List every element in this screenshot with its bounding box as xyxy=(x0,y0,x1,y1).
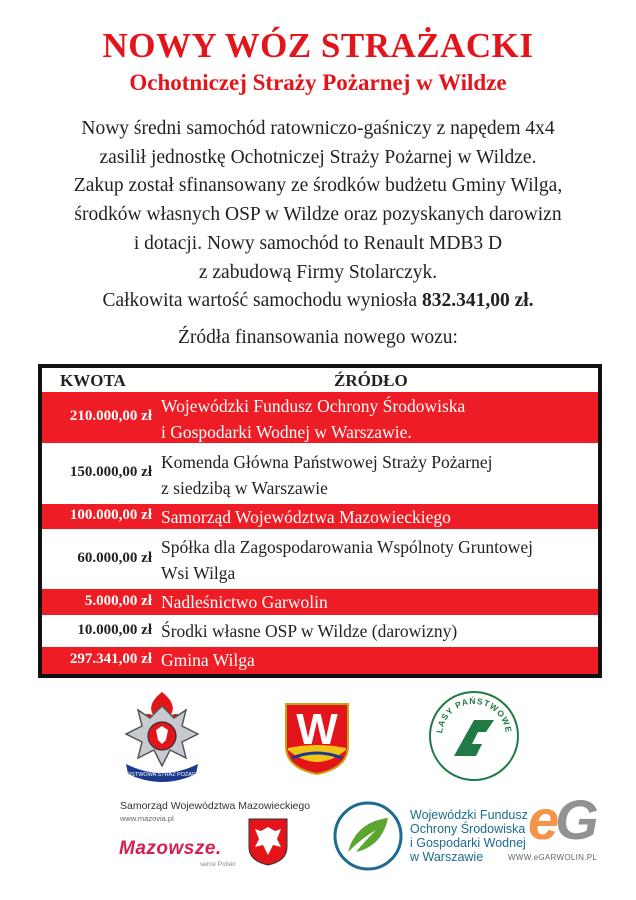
intro-line: Zakup został sfinansowany ze środków budżetu Gminy Wilga, xyxy=(73,175,563,197)
row-amount: 100.000,00 zł xyxy=(69,507,152,523)
row-source-line: Środki własne OSP w Wildze (darowizny) xyxy=(161,621,458,641)
eg-e: e xyxy=(528,788,556,851)
row-amount: 150.000,00 zł xyxy=(69,464,152,480)
page-subtitle: Ochotniczej Straży Pożarnej w Wildze xyxy=(129,70,507,95)
table-header xyxy=(42,371,598,391)
mazowsze-tagline: serce Polski xyxy=(200,861,236,868)
header-amount: KWOTA xyxy=(60,371,126,390)
row-source-line: Wojewódzki Fundusz Ochrony Środowiska xyxy=(161,396,466,416)
table-row xyxy=(42,445,598,502)
total-prefix: Całkowita wartość samochodu wyniosła xyxy=(102,290,422,312)
mazowsze-eagle-crest-icon xyxy=(247,817,289,867)
intro-total-line xyxy=(20,287,616,316)
page-title: NOWY WÓZ STRAŻACKI xyxy=(102,26,534,65)
wfosigw-line: w Warszawie xyxy=(410,850,484,864)
row-source-line: Gmina Wilga xyxy=(161,650,255,670)
mazowsze-title: Samorząd Województwa Mazowieckiego xyxy=(120,800,311,812)
header-source: ŹRÓDŁO xyxy=(334,371,408,390)
table-row xyxy=(42,392,598,443)
wilga-coat-of-arms-icon xyxy=(284,702,350,776)
lasy-text: LASY PAŃSTWOWE xyxy=(434,695,514,734)
sources-heading: Źródła finansowania nowego wozu: xyxy=(178,327,458,348)
row-source xyxy=(161,589,591,615)
eg-g: G xyxy=(555,788,595,851)
table-row xyxy=(42,617,598,645)
row-amount: 10.000,00 zł xyxy=(77,622,152,638)
wfosigw-line: Wojewódzki Fundusz xyxy=(410,808,528,822)
intro-line: Nowy średni samochód ratowniczo-gaśniczy z napędem 4x4 xyxy=(81,118,555,139)
row-source xyxy=(161,504,591,530)
row-source xyxy=(161,534,591,586)
intro-paragraph xyxy=(20,115,616,316)
intro-line: zasilił jednostkę Ochotniczej Straży Pożarnej w Wildze. xyxy=(99,146,537,168)
mazowsze-url: www.mazovia.pl xyxy=(120,814,174,823)
egarwolin-watermark-icon xyxy=(528,787,595,852)
row-source-line: Samorząd Województwa Mazowieckiego xyxy=(161,507,451,527)
intro-line: środków własnych OSP w Wildze oraz pozyskanych darowizn xyxy=(74,204,562,226)
table-row xyxy=(42,589,598,615)
row-source-line: Komenda Główna Państwowej Straży Pożarnej xyxy=(161,452,493,472)
wfosigw-line: Ochrony Środowiska xyxy=(410,822,526,836)
row-source-line: Nadleśnictwo Garwolin xyxy=(161,592,328,612)
row-source-line: Spółka dla Zagospodarowania Wspólnoty Gruntowej xyxy=(161,537,533,557)
wfosigw-leaf-logo-icon xyxy=(332,800,404,872)
wfosigw-line: i Gospodarki Wodnej xyxy=(410,836,526,850)
egarwolin-url: WWW.eGARWOLIN.PL xyxy=(508,853,598,862)
row-amount: 60.000,00 zł xyxy=(77,550,152,566)
lasy-panstwowe-logo-icon xyxy=(428,690,520,782)
mazowsze-brand: Mazowsze. xyxy=(119,838,222,859)
intro-line: i dotacji. Nowy samochód to Renault MDB3 D xyxy=(133,232,503,254)
intro-line: z zabudową Firmy Stolarczyk. xyxy=(198,261,438,283)
table-row xyxy=(42,504,598,529)
row-source-line: Wsi Wilga xyxy=(161,563,236,583)
table-row xyxy=(42,647,598,674)
funding-table xyxy=(38,364,602,678)
row-amount: 297.341,00 zł xyxy=(69,651,152,667)
state-fire-service-emblem-icon xyxy=(118,690,206,786)
row-amount: 5.000,00 zł xyxy=(84,593,152,609)
table-row xyxy=(42,531,598,587)
row-source xyxy=(161,393,591,445)
wilga-letter: W xyxy=(296,705,338,754)
row-source-line: z siedzibą w Warszawie xyxy=(161,478,328,498)
row-source-line: i Gospodarki Wodnej w Warszawie. xyxy=(161,422,412,442)
row-source xyxy=(161,647,591,673)
row-amount: 210.000,00 zł xyxy=(69,408,152,424)
row-source xyxy=(161,449,591,501)
row-source xyxy=(161,618,591,644)
psp-text: PAŃSTWOWA STRAŻ POŻARNA xyxy=(120,772,204,778)
total-value: 832.341,00 zł. xyxy=(421,290,534,312)
